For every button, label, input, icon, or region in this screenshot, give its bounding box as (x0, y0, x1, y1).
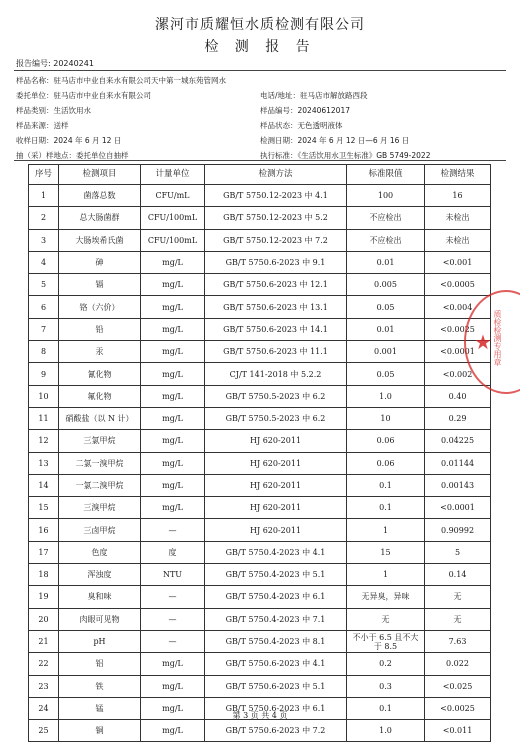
table-cell: 1 (347, 519, 425, 541)
table-cell: 镉 (59, 274, 141, 296)
table-row (29, 564, 491, 586)
table-cell: mg/L (141, 697, 205, 719)
table-cell: 砷 (59, 251, 141, 273)
stamp-text: 质检检测专用章 (493, 310, 502, 366)
organization-title: 漯河市质耀恒水质检测有限公司 (155, 17, 365, 33)
table-row (29, 341, 491, 363)
table-cell: GB/T 5750.6-2023 中 9.1 (205, 251, 347, 273)
table-cell: 7 (29, 318, 59, 340)
table-cell: 12 (29, 430, 59, 452)
table-cell: mg/L (141, 341, 205, 363)
table-cell: 1 (29, 185, 59, 207)
table-cell: 1.0 (347, 385, 425, 407)
table-cell: <0.002 (425, 363, 491, 385)
table-cell: GB/T 5750.12-2023 中 5.2 (205, 207, 347, 229)
table-cell: 无异臭，异味 (347, 586, 425, 608)
table-row (29, 207, 491, 229)
table-cell: 不应检出 (347, 207, 425, 229)
table-cell: mg/L (141, 274, 205, 296)
table-row (29, 720, 491, 742)
table-cell: 0.14 (425, 564, 491, 586)
table-cell: 未检出 (425, 207, 491, 229)
table-cell: mg/L (141, 720, 205, 742)
table-cell: HJ 620-2011 (205, 519, 347, 541)
table-cell: GB/T 5750.6-2023 中 13.1 (205, 296, 347, 318)
table-row (29, 296, 491, 318)
sample-state: 样品状态：无色透明液体 (260, 121, 343, 130)
table-cell: <0.011 (425, 720, 491, 742)
table-cell: mg/L (141, 430, 205, 452)
client: 委托单位：驻马店市中业自来水有限公司 (16, 91, 151, 100)
table-cell: 0.06 (347, 452, 425, 474)
table-cell: 17 (29, 541, 59, 563)
table-cell: 铜 (59, 720, 141, 742)
table-cell: 总大肠菌群 (59, 207, 141, 229)
table-body (29, 185, 491, 742)
table-cell: CFU/mL (141, 185, 205, 207)
table-cell: HJ 620-2011 (205, 474, 347, 496)
table-cell: 0.00143 (425, 474, 491, 496)
table-cell: 24 (29, 697, 59, 719)
table-cell: 0.2 (347, 653, 425, 675)
sampling-place: 抽（采）样地点：委托单位自抽样 (16, 151, 129, 160)
table-cell: <0.0001 (425, 497, 491, 519)
table-row (29, 586, 491, 608)
table-cell: 6 (29, 296, 59, 318)
table-row (29, 407, 491, 429)
table-cell: 16 (29, 519, 59, 541)
table-cell: 菌落总数 (59, 185, 141, 207)
table-cell: 一氯二溴甲烷 (59, 474, 141, 496)
table-cell: HJ 620-2011 (205, 430, 347, 452)
table-cell: GB/T 5750.4-2023 中 8.1 (205, 630, 347, 652)
table-cell: mg/L (141, 296, 205, 318)
table-row (29, 541, 491, 563)
table-cell: 肉眼可见物 (59, 608, 141, 630)
table-cell: GB/T 5750.4-2023 中 4.1 (205, 541, 347, 563)
table-cell: 浑浊度 (59, 564, 141, 586)
table-cell: 8 (29, 341, 59, 363)
table-cell: 不应检出 (347, 229, 425, 251)
table-cell: 色度 (59, 541, 141, 563)
table-cell: 14 (29, 474, 59, 496)
header-divider (14, 70, 506, 71)
table-cell: mg/L (141, 363, 205, 385)
table-cell: 铝 (59, 653, 141, 675)
table-cell: mg/L (141, 452, 205, 474)
table-cell: GB/T 5750.6-2023 中 6.1 (205, 697, 347, 719)
table-cell: 无 (425, 608, 491, 630)
table-cell: 0.1 (347, 474, 425, 496)
table-cell: 0.3 (347, 675, 425, 697)
table-cell: 臭和味 (59, 586, 141, 608)
table-cell: GB/T 5750.5-2023 中 6.2 (205, 407, 347, 429)
table-cell: mg/L (141, 385, 205, 407)
report-number: 报告编号: 20240241 (16, 59, 94, 68)
phone-address: 电话/地址：驻马店市解放路西段 (260, 91, 368, 100)
received-date: 收样日期：2024 年 6 月 12 日 (16, 136, 122, 145)
table-cell: 二氯一溴甲烷 (59, 452, 141, 474)
table-cell: mg/L (141, 407, 205, 429)
table-cell: GB/T 5750.4-2023 中 6.1 (205, 586, 347, 608)
table-cell: <0.025 (425, 675, 491, 697)
table-cell: 0.05 (347, 363, 425, 385)
table-cell: 硝酸盐（以 N 计） (59, 407, 141, 429)
table-cell: <0.001 (425, 251, 491, 273)
table-row (29, 608, 491, 630)
table-row (29, 318, 491, 340)
report-title: 检 测 报 告 (204, 39, 316, 55)
table-cell: <0.0001 (425, 341, 491, 363)
info-divider (14, 160, 506, 161)
table-cell: HJ 620-2011 (205, 497, 347, 519)
table-cell: GB/T 5750.4-2023 中 5.1 (205, 564, 347, 586)
table-row (29, 474, 491, 496)
table-cell: 0.1 (347, 697, 425, 719)
table-row (29, 653, 491, 675)
table-cell: GB/T 5750.6-2023 中 14.1 (205, 318, 347, 340)
table-cell: 0.06 (347, 430, 425, 452)
table-cell: 未检出 (425, 229, 491, 251)
test-date: 检测日期：2024 年 6 月 12 日—6 月 16 日 (260, 136, 410, 145)
table-cell: GB/T 5750.6-2023 中 11.1 (205, 341, 347, 363)
table-cell: 22 (29, 653, 59, 675)
table-cell: GB/T 5750.12-2023 中 4.1 (205, 185, 347, 207)
table-cell: 0.01144 (425, 452, 491, 474)
page-number: 第 3 页 共 4 页 (232, 711, 288, 720)
sample-category: 样品类别：生活饮用水 (16, 106, 91, 115)
table-cell: 16 (425, 185, 491, 207)
table-cell: mg/L (141, 251, 205, 273)
table-cell: 10 (347, 407, 425, 429)
table-cell: 15 (347, 541, 425, 563)
table-cell: 15 (29, 497, 59, 519)
results-table (28, 164, 491, 742)
table-cell: 13 (29, 452, 59, 474)
header-cell: 序号 (29, 165, 59, 185)
table-cell: 度 (141, 541, 205, 563)
table-cell: 汞 (59, 341, 141, 363)
standard: 执行标准：《生活饮用水卫生标准》GB 5749-2022 (260, 151, 431, 160)
table-cell: 19 (29, 586, 59, 608)
table-cell: 0.005 (347, 274, 425, 296)
table-cell: — (141, 608, 205, 630)
table-cell: GB/T 5750.12-2023 中 7.2 (205, 229, 347, 251)
table-cell: 100 (347, 185, 425, 207)
table-row (29, 229, 491, 251)
table-cell: 7.63 (425, 630, 491, 652)
sample-number: 样品编号：20240612017 (260, 106, 350, 115)
table-cell: 11 (29, 407, 59, 429)
table-cell: 5 (425, 541, 491, 563)
table-cell: mg/L (141, 318, 205, 340)
table-cell: <0.0025 (425, 697, 491, 719)
table-row (29, 251, 491, 273)
table-cell: 23 (29, 675, 59, 697)
header-cell: 检测项目 (59, 165, 141, 185)
table-cell: CFU/100mL (141, 229, 205, 251)
table-cell: 9 (29, 363, 59, 385)
table-header-row (29, 165, 491, 185)
table-cell: HJ 620-2011 (205, 452, 347, 474)
table-row (29, 385, 491, 407)
table-cell: 10 (29, 385, 59, 407)
table-cell: GB/T 5750.4-2023 中 7.1 (205, 608, 347, 630)
table-cell: 0.01 (347, 318, 425, 340)
table-cell: 0.29 (425, 407, 491, 429)
table-cell: GB/T 5750.6-2023 中 7.2 (205, 720, 347, 742)
header-cell: 检测方法 (205, 165, 347, 185)
table-cell: mg/L (141, 653, 205, 675)
table-cell: 0.05 (347, 296, 425, 318)
table-cell: 铬（六价） (59, 296, 141, 318)
table-cell: — (141, 519, 205, 541)
table-cell: 3 (29, 229, 59, 251)
table-row (29, 497, 491, 519)
table-cell: 锰 (59, 697, 141, 719)
table-cell: pH (59, 630, 141, 652)
table-cell: 21 (29, 630, 59, 652)
table-cell: <0.004 (425, 296, 491, 318)
table-cell: 无 (347, 608, 425, 630)
table-cell: 20 (29, 608, 59, 630)
table-cell: GB/T 5750.6-2023 中 5.1 (205, 675, 347, 697)
table-cell: 铁 (59, 675, 141, 697)
table-cell: 5 (29, 274, 59, 296)
table-cell: mg/L (141, 497, 205, 519)
table-cell: — (141, 586, 205, 608)
table-cell: 2 (29, 207, 59, 229)
table-row (29, 430, 491, 452)
table-row (29, 675, 491, 697)
table-cell: 三卤甲烷 (59, 519, 141, 541)
table-cell: 0.022 (425, 653, 491, 675)
header-cell: 检测结果 (425, 165, 491, 185)
table-cell: 0.01 (347, 251, 425, 273)
header-cell: 标准限值 (347, 165, 425, 185)
header-cell: 计量单位 (141, 165, 205, 185)
table-cell: GB/T 5750.5-2023 中 6.2 (205, 385, 347, 407)
table-cell: 0.90992 (425, 519, 491, 541)
table-cell: 0.40 (425, 385, 491, 407)
table-cell: 无 (425, 586, 491, 608)
table-cell: 18 (29, 564, 59, 586)
table-cell: 1 (347, 564, 425, 586)
table-cell: 不小于 6.5 且不大于 8.5 (347, 630, 425, 652)
table-row (29, 274, 491, 296)
table-cell: mg/L (141, 474, 205, 496)
table-cell: 0.001 (347, 341, 425, 363)
table-row (29, 363, 491, 385)
table-cell: 大肠埃希氏菌 (59, 229, 141, 251)
table-cell: 0.1 (347, 497, 425, 519)
sample-source: 样品来源：送样 (16, 121, 69, 130)
table-cell: GB/T 5750.6-2023 中 12.1 (205, 274, 347, 296)
sample-name: 样品名称：驻马店市中业自来水有限公司天中第一城东苑管网水 (16, 76, 226, 85)
table-cell: — (141, 630, 205, 652)
star-icon: ★ (474, 330, 492, 354)
table-cell: 氟化物 (59, 385, 141, 407)
table-row (29, 630, 491, 652)
table-cell: 1.0 (347, 720, 425, 742)
table-cell: <0.0025 (425, 318, 491, 340)
table-cell: 25 (29, 720, 59, 742)
table-cell: mg/L (141, 675, 205, 697)
table-row (29, 452, 491, 474)
table-row (29, 519, 491, 541)
table-cell: 铅 (59, 318, 141, 340)
table-cell: 氰化物 (59, 363, 141, 385)
table-cell: <0.0005 (425, 274, 491, 296)
table-cell: CJ/T 141-2018 中 5.2.2 (205, 363, 347, 385)
table-cell: 0.04225 (425, 430, 491, 452)
table-row (29, 185, 491, 207)
table-cell: 三溴甲烷 (59, 497, 141, 519)
table-cell: NTU (141, 564, 205, 586)
table-cell: 三氯甲烷 (59, 430, 141, 452)
table-cell: CFU/100mL (141, 207, 205, 229)
table-cell: GB/T 5750.6-2023 中 4.1 (205, 653, 347, 675)
table-cell: 4 (29, 251, 59, 273)
